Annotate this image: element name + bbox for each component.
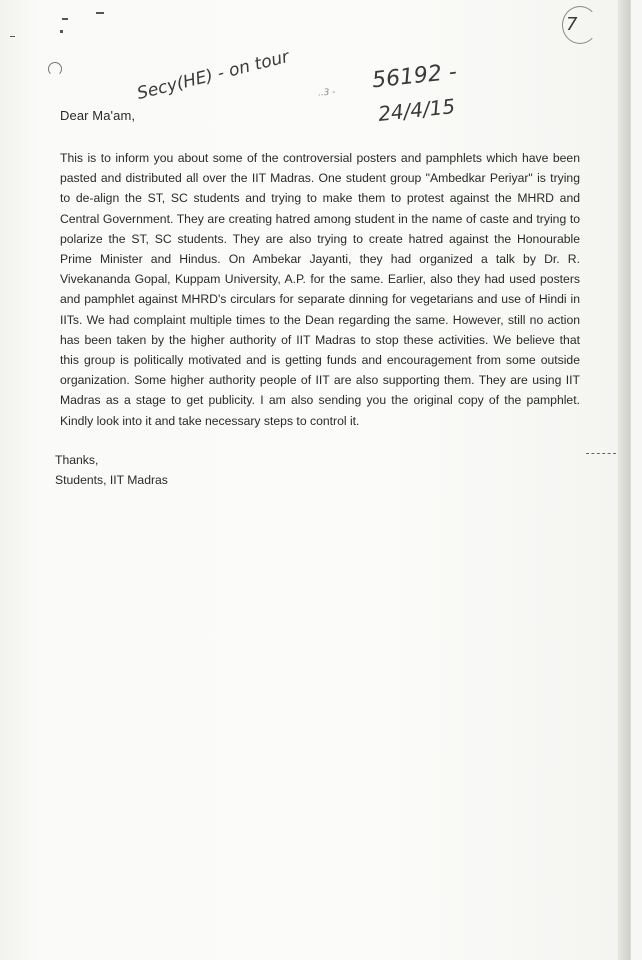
page-edge-shadow xyxy=(618,0,630,960)
margin-dash-mark xyxy=(586,453,616,455)
body-line: to de-align the ST, SC students and trying to make them to protest against the MHRD and xyxy=(60,191,580,206)
body-line: has been taken by the higher authority of IIT Madras to stop these activities. We believe that xyxy=(60,332,580,347)
body-line: Kindly look into it and take necessary steps to control it. xyxy=(60,413,360,428)
ink-speck xyxy=(62,18,68,20)
stamp-fragment: ..3 - xyxy=(317,87,336,99)
signature: Students, IIT Madras xyxy=(55,473,168,487)
body-line: organization. Some higher authority people of IIT are also supporting them. They are using IIT xyxy=(60,373,580,388)
letter-body xyxy=(60,148,580,431)
salutation: Dear Ma'am, xyxy=(60,108,136,123)
body-line: Madras as a stage to get publicity. I am also sending you the original copy of the pamphlet. xyxy=(60,393,580,408)
body-line: IITs. We had complaint multiple times to the Dean regarding the same. However, still no action xyxy=(60,312,580,327)
letter-closing xyxy=(55,450,168,490)
ink-speck xyxy=(60,30,63,33)
body-line: polarize the ST, SC students. They are also trying to create hatred against the Honourable xyxy=(60,231,580,246)
body-line: Prime Minister and Hindus. On Ambekar Jayanti, they had organized a talk by Dr. R. xyxy=(60,252,580,267)
handwritten-diary-number: 56192 - xyxy=(370,59,458,94)
handwritten-note: Secy(HE) - on tour xyxy=(135,46,292,104)
body-line: Central Government. They are creating hatred among student in the name of caste and trying to xyxy=(60,211,580,226)
body-line: This is to inform you about some of the controversial posters and pamphlets which have been xyxy=(60,151,580,165)
handwritten-date: 24/4/15 xyxy=(376,94,457,126)
ink-speck xyxy=(10,36,15,37)
body-line: and pamphlet against MHRD's circulars for separate dinning for vegetarians and use of Hindi in xyxy=(60,292,580,307)
punch-hole-mark xyxy=(48,62,62,76)
closing-thanks: Thanks, xyxy=(55,453,99,467)
ink-speck xyxy=(96,12,104,14)
body-line: pasted and distributed all over the IIT Madras. One student group "Ambedkar Periyar" is trying xyxy=(60,171,580,186)
body-line: Vivekananda Gopal, Kuppam University, A.P. for the same. Earlier, also they had used posters xyxy=(60,272,580,287)
body-line: this group is politically motivated and is getting funds and encouragement from some outside xyxy=(60,353,580,368)
handwritten-page-mark: 7 xyxy=(566,14,578,35)
